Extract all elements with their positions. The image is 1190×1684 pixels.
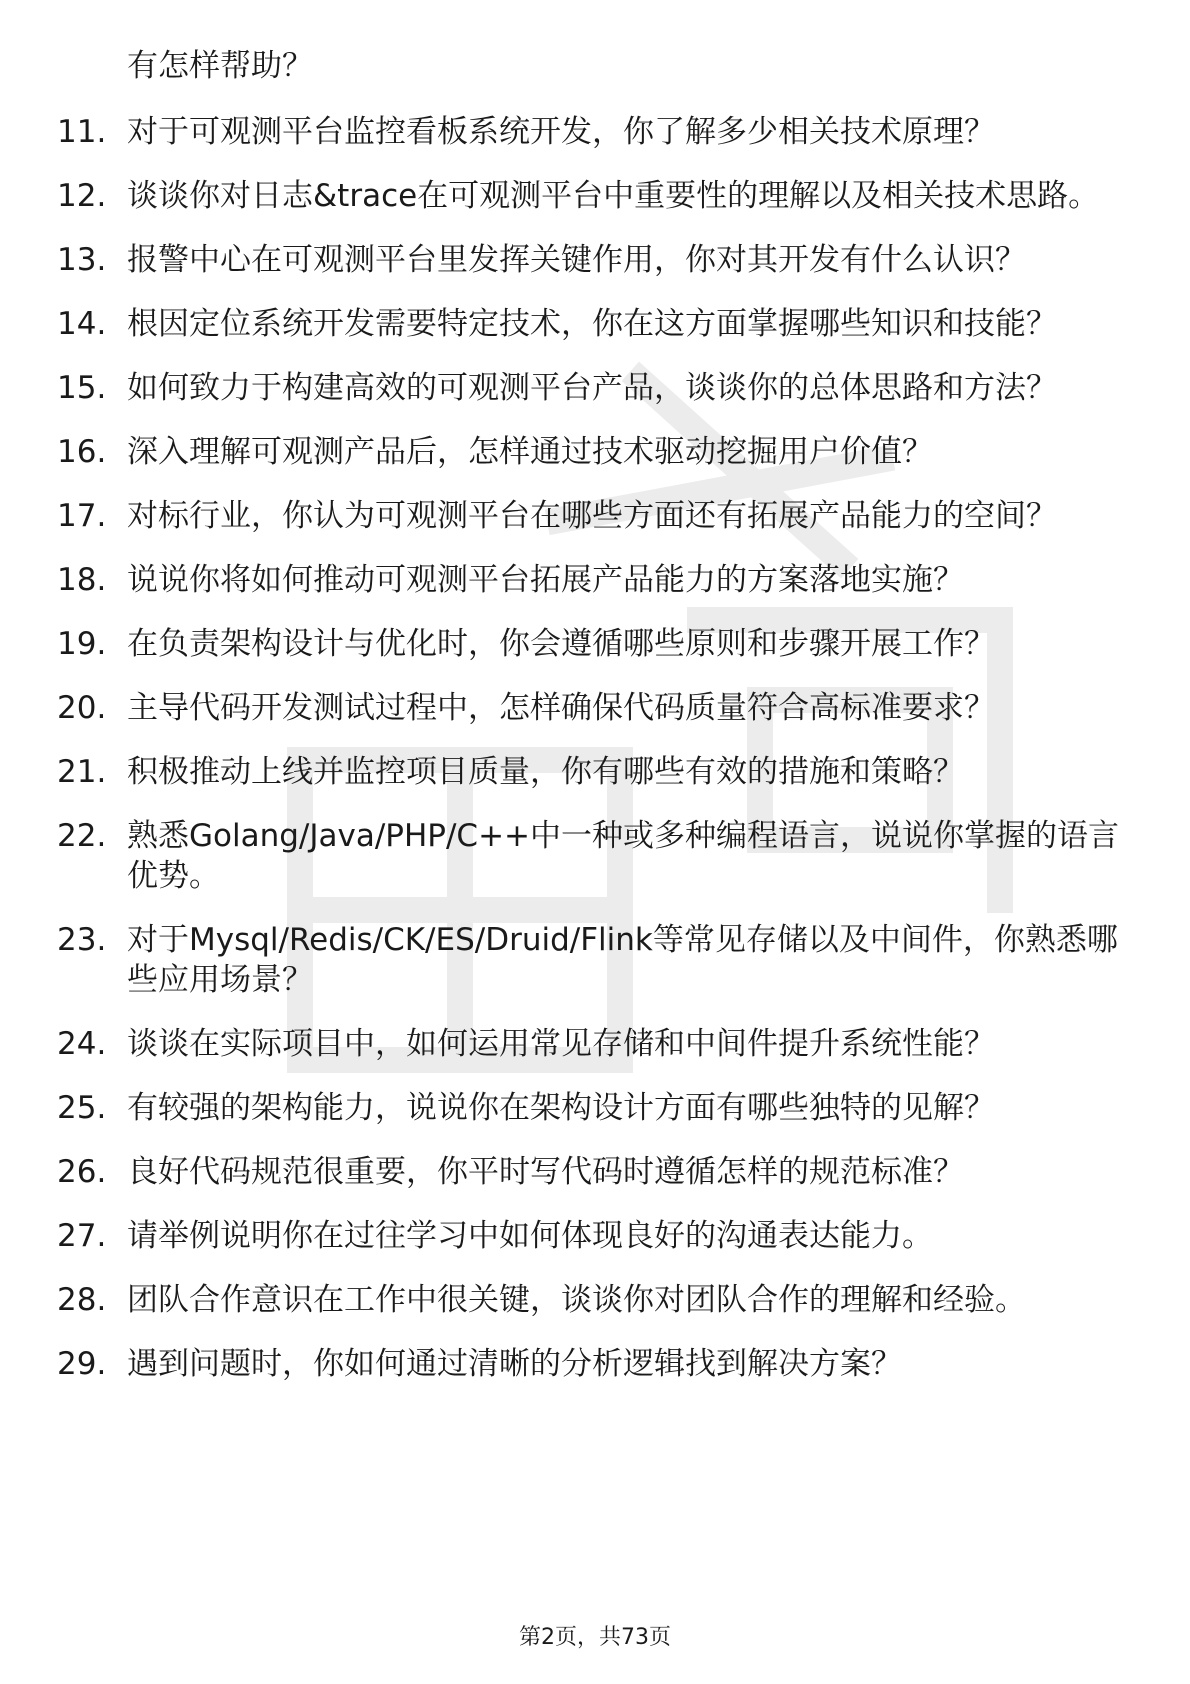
question-item	[0, 816, 1190, 896]
question-item	[0, 560, 1190, 600]
question-text: 对于Mysql/Redis/CK/ES/Druid/Flink等常见存储以及中间件，你熟悉哪些应用场景？	[127, 922, 1118, 998]
question-number: 21.	[57, 754, 107, 790]
question-text: 深入理解可观测产品后，怎样通过技术驱动挖掘用户价值？	[127, 434, 933, 470]
question-item	[0, 112, 1190, 152]
question-item	[0, 496, 1190, 536]
question-item	[0, 240, 1190, 280]
question-text: 说说你将如何推动可观测平台拓展产品能力的方案落地实施？	[127, 562, 964, 598]
question-text: 有较强的架构能力，说说你在架构设计方面有哪些独特的见解？	[127, 1090, 995, 1126]
question-text: 对标行业，你认为可观测平台在哪些方面还有拓展产品能力的空间？	[127, 498, 1057, 534]
question-text: 对于可观测平台监控看板系统开发，你了解多少相关技术原理？	[127, 114, 995, 150]
continuation-text: 有怎样帮助？	[127, 48, 313, 84]
question-text: 谈谈你对日志&trace在可观测平台中重要性的理解以及相关技术思路。	[127, 178, 1100, 214]
question-item	[0, 1344, 1190, 1384]
question-number: 26.	[57, 1154, 107, 1190]
question-number: 20.	[57, 690, 107, 726]
question-text: 报警中心在可观测平台里发挥关键作用，你对其开发有什么认识？	[127, 242, 1026, 278]
question-item	[0, 1216, 1190, 1256]
question-item	[0, 1024, 1190, 1064]
question-list	[0, 112, 1190, 1408]
question-item	[0, 752, 1190, 792]
question-text: 积极推动上线并监控项目质量，你有哪些有效的措施和策略？	[127, 754, 964, 790]
question-text: 谈谈在实际项目中，如何运用常见存储和中间件提升系统性能？	[127, 1026, 995, 1062]
question-item	[0, 368, 1190, 408]
question-number: 16.	[57, 434, 107, 470]
question-number: 12.	[57, 178, 107, 214]
question-item	[0, 304, 1190, 344]
question-number: 28.	[57, 1282, 107, 1318]
question-item	[0, 624, 1190, 664]
question-number: 25.	[57, 1090, 107, 1126]
question-number: 27.	[57, 1218, 107, 1254]
question-item	[0, 176, 1190, 216]
question-number: 24.	[57, 1026, 107, 1062]
question-text: 熟悉Golang/Java/PHP/C++中一种或多种编程语言，说说你掌握的语言优势。	[127, 818, 1120, 894]
question-item	[0, 1152, 1190, 1192]
question-number: 13.	[57, 242, 107, 278]
question-item	[0, 432, 1190, 472]
question-number: 22.	[57, 818, 107, 854]
question-number: 29.	[57, 1346, 107, 1382]
question-number: 14.	[57, 306, 107, 342]
question-text: 主导代码开发测试过程中，怎样确保代码质量符合高标准要求？	[127, 690, 995, 726]
question-number: 19.	[57, 626, 107, 662]
question-text: 良好代码规范很重要，你平时写代码时遵循怎样的规范标准？	[127, 1154, 964, 1190]
question-item	[0, 1088, 1190, 1128]
question-item	[0, 1280, 1190, 1320]
question-item	[0, 920, 1190, 1000]
question-text: 请举例说明你在过往学习中如何体现良好的沟通表达能力。	[127, 1218, 933, 1254]
question-number: 18.	[57, 562, 107, 598]
page-footer: 第2页，共73页	[519, 1625, 671, 1650]
question-text: 如何致力于构建高效的可观测平台产品，谈谈你的总体思路和方法？	[127, 370, 1057, 406]
question-item	[0, 688, 1190, 728]
question-number: 15.	[57, 370, 107, 406]
question-text: 根因定位系统开发需要特定技术，你在这方面掌握哪些知识和技能？	[127, 306, 1057, 342]
question-text: 遇到问题时，你如何通过清晰的分析逻辑找到解决方案？	[127, 1346, 902, 1382]
question-text: 在负责架构设计与优化时，你会遵循哪些原则和步骤开展工作？	[127, 626, 995, 662]
question-number: 23.	[57, 922, 107, 958]
question-number: 11.	[57, 114, 107, 150]
question-text: 团队合作意识在工作中很关键，谈谈你对团队合作的理解和经验。	[127, 1282, 1026, 1318]
question-number: 17.	[57, 498, 107, 534]
